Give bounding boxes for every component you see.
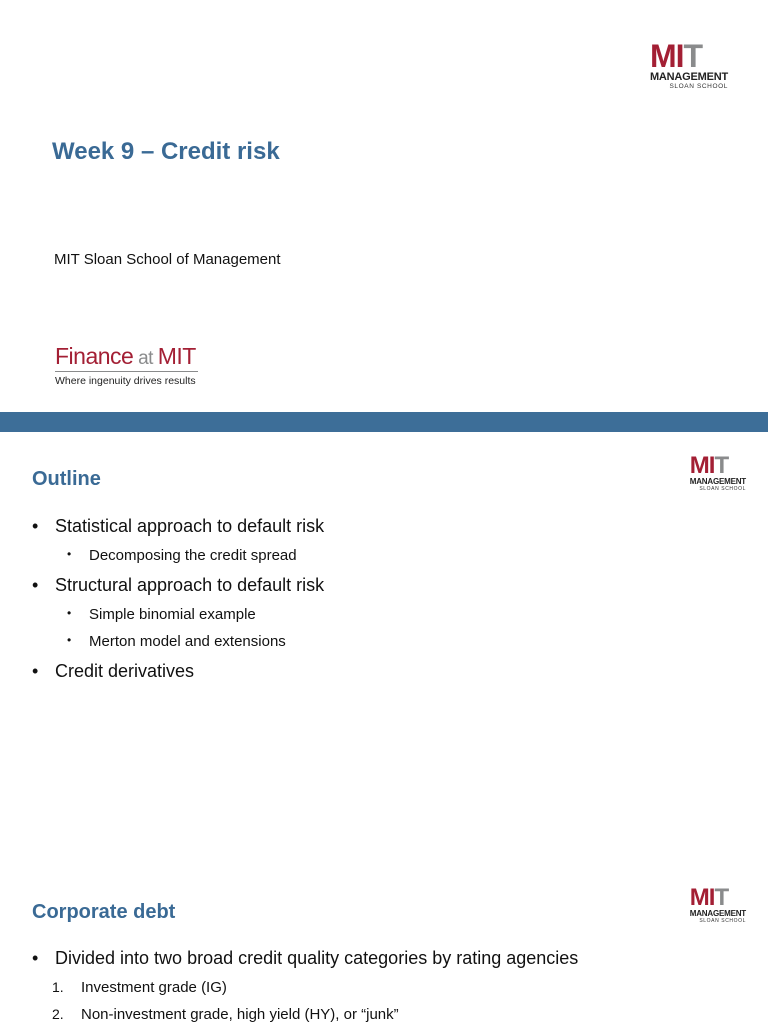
logo-sloan-text: SLOAN SCHOOL: [699, 918, 746, 924]
title-slide: [0, 0, 768, 412]
bullet-item: • Credit derivatives: [32, 661, 324, 682]
item-number: 2.: [52, 1006, 64, 1022]
finance-word: Finance: [55, 343, 134, 369]
mit-word: MIT: [157, 343, 196, 369]
bullet-item: • Divided into two broad credit quality categories by rating agencies: [32, 948, 578, 969]
numbered-item: [52, 1006, 399, 1023]
at-word: at: [133, 348, 158, 369]
outline-slide: [0, 432, 768, 864]
logo-sloan-text: SLOAN SCHOOL: [669, 83, 728, 90]
logo-sloan-text: SLOAN SCHOOL: [699, 486, 746, 492]
bullet-item: • Structural approach to default risk: [32, 575, 324, 596]
logo-rule: [55, 371, 198, 372]
slide-divider: [0, 412, 768, 432]
slide-subtitle: MIT Sloan School of Management: [54, 251, 281, 268]
item-text: Investment grade (IG): [81, 979, 227, 996]
item-number: 1.: [52, 979, 64, 995]
bullet-item: • Statistical approach to default risk: [32, 516, 324, 537]
sub-bullet-item: • Merton model and extensions: [32, 633, 324, 650]
finance-at-mit-logo: [55, 345, 198, 387]
logo-management-text: MANAGEMENT: [689, 909, 746, 918]
mit-sloan-logo: [650, 40, 728, 91]
outline-list: [32, 516, 324, 693]
mit-mark: M I T: [649, 38, 703, 74]
mit-mark: M I T: [689, 452, 729, 479]
logo-management-text: MANAGEMENT: [649, 71, 728, 83]
sub-bullet-item: • Simple binomial example: [32, 606, 324, 623]
corporate-debt-slide: [0, 864, 768, 1024]
debt-bullet-list: [32, 948, 578, 980]
item-text: Non-investment grade, high yield (HY), or “junk”: [81, 1006, 399, 1023]
numbered-list: [52, 979, 399, 1024]
numbered-item: [52, 979, 399, 996]
mit-mark: M I T: [689, 884, 729, 911]
mit-sloan-logo: [690, 454, 746, 492]
logo-tagline: Where ingenuity drives results: [55, 375, 196, 387]
sub-bullet-item: • Decomposing the credit spread: [32, 547, 324, 564]
logo-management-text: MANAGEMENT: [689, 477, 746, 486]
slide-title: Outline: [32, 468, 101, 490]
mit-sloan-logo: [690, 886, 746, 924]
slide-title: Corporate debt: [32, 901, 176, 923]
slide-title: Week 9 – Credit risk: [52, 138, 280, 165]
